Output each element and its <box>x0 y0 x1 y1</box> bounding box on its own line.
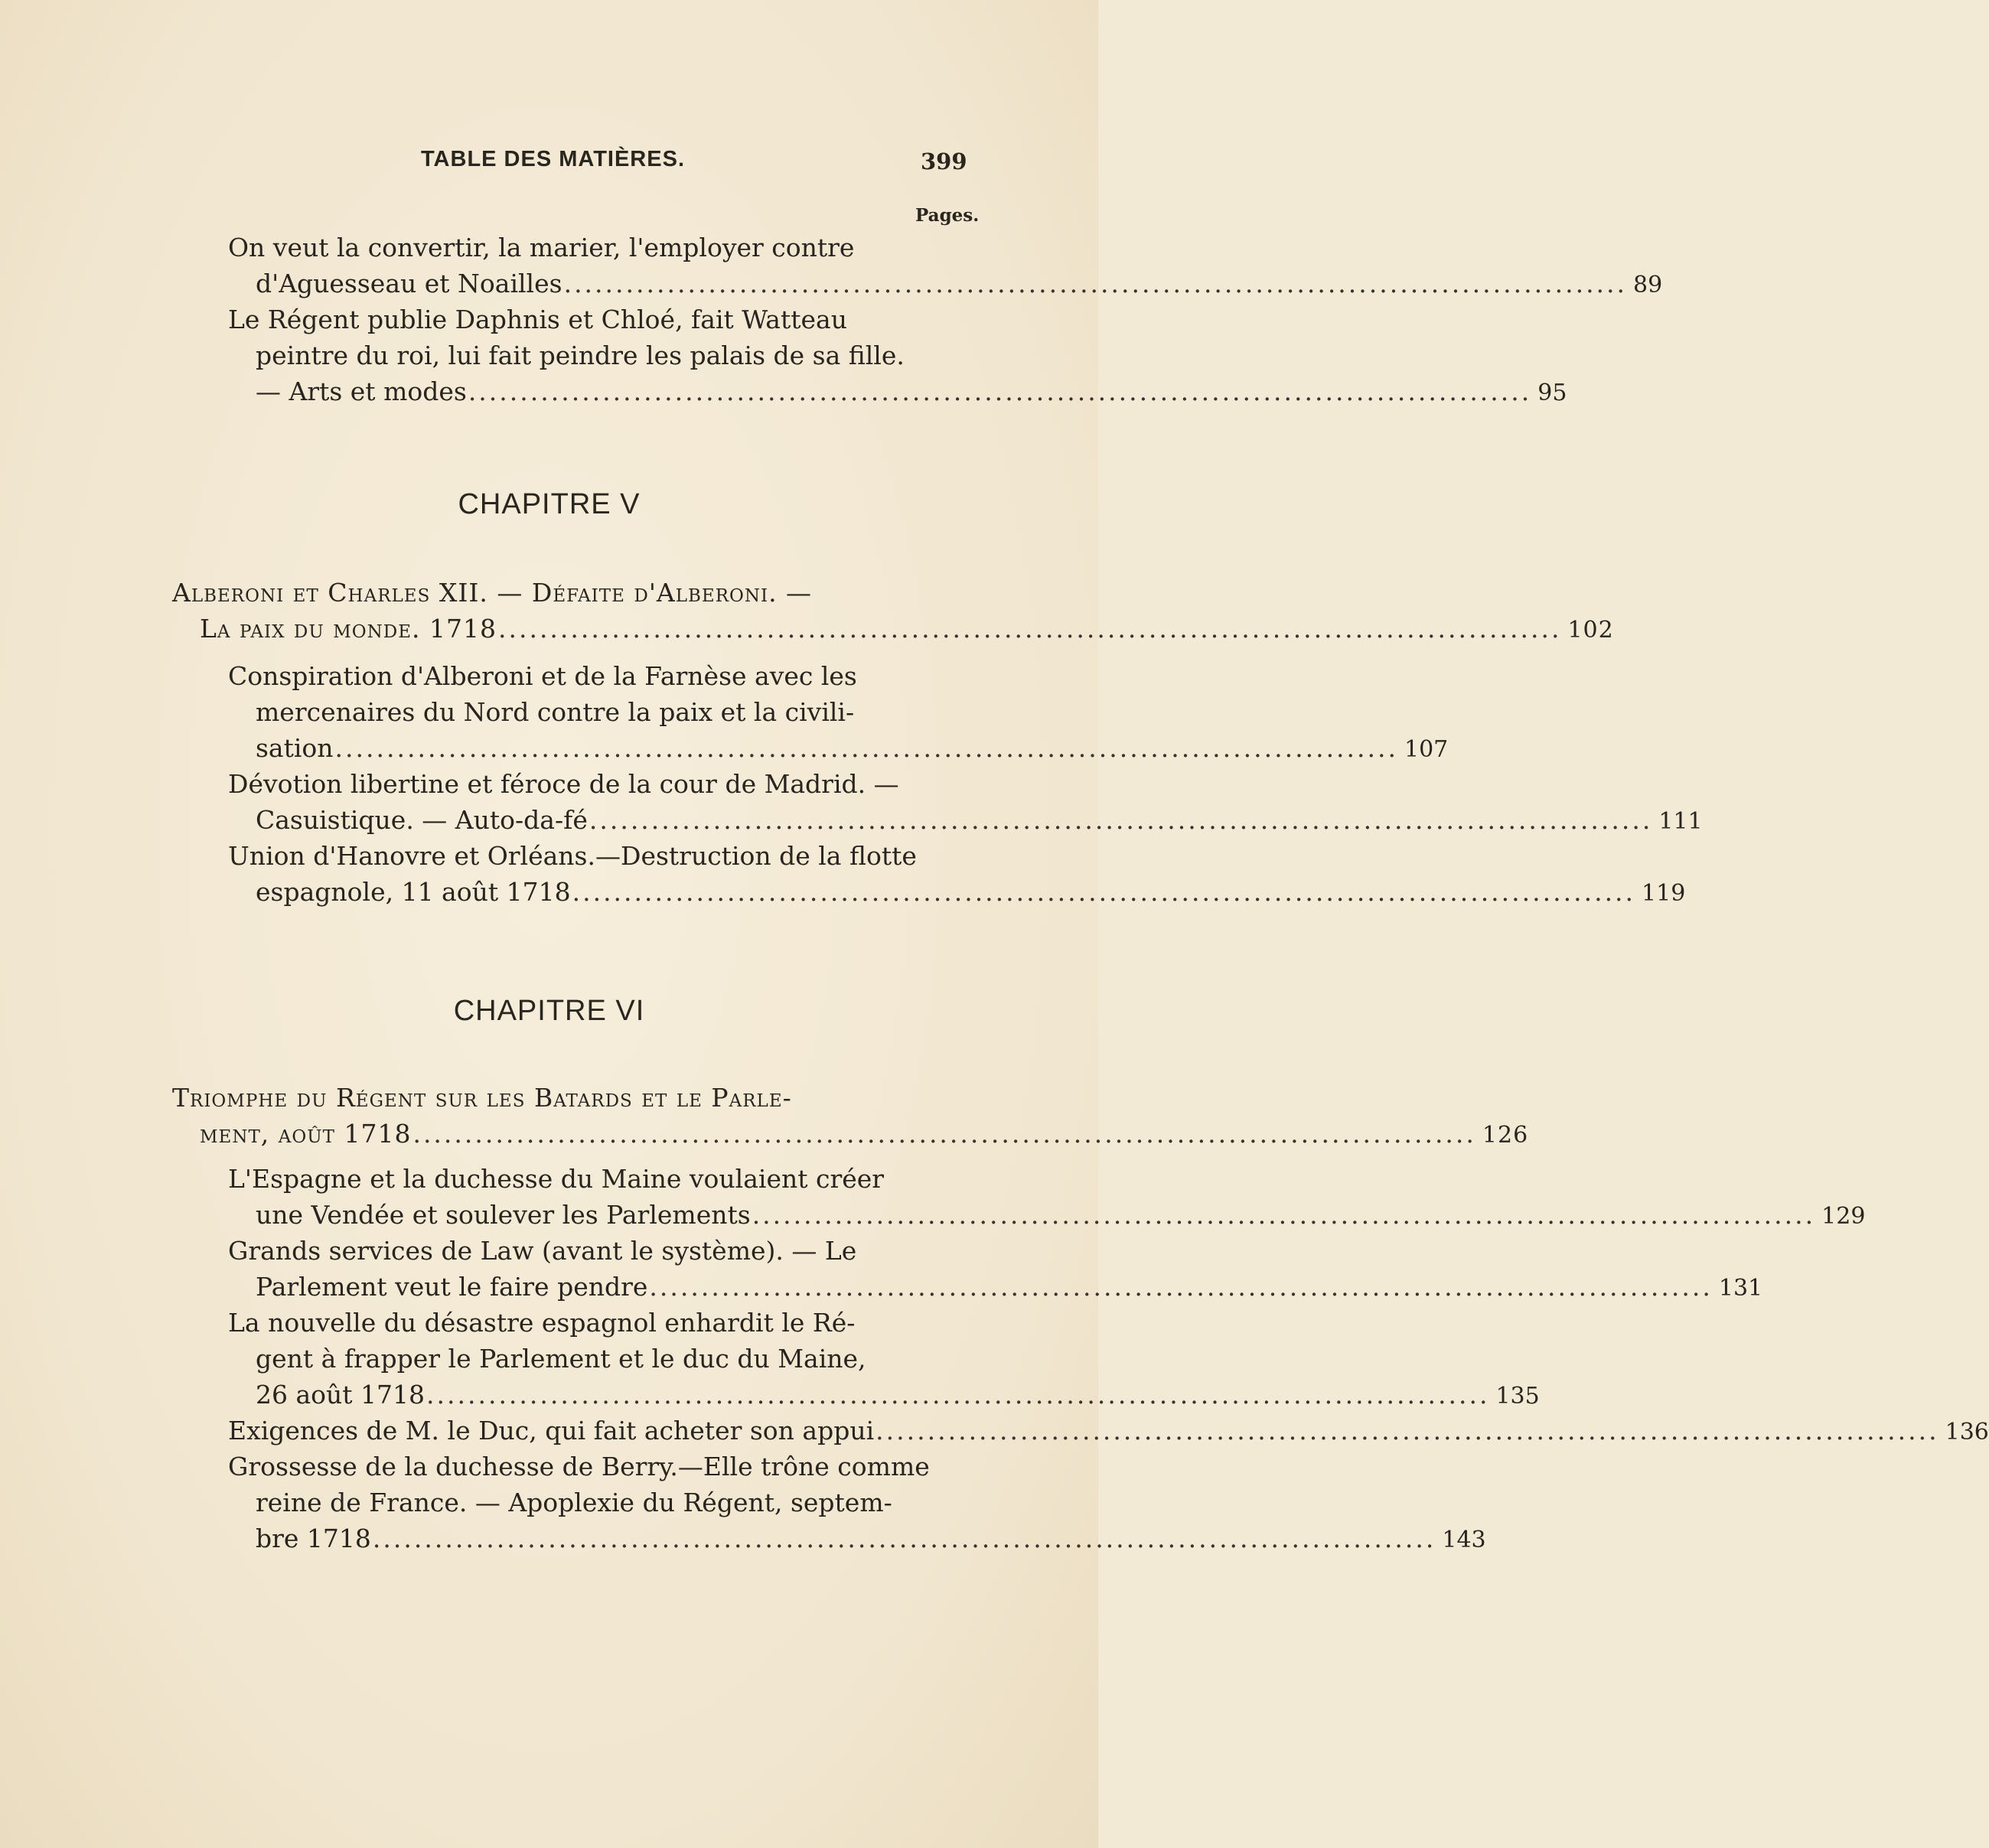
toc-entry <box>228 838 1686 910</box>
running-title: TABLE DES MATIÈRES. <box>421 147 685 171</box>
dot-leader: ....................................................................................................... <box>875 1416 1939 1445</box>
entry-last-line <box>228 1520 1486 1556</box>
entry-last-line <box>228 1197 1866 1233</box>
entry-page: 119 <box>1642 880 1686 907</box>
pages-column-label: Pages. <box>915 205 980 226</box>
chapter-title-line: Triomphe du Régent sur les Batards et le Parle- <box>172 1083 792 1113</box>
entry-text: 26 août 1718 <box>256 1380 426 1410</box>
entry-last-line <box>228 1413 1989 1449</box>
entry-line: Grossesse de la duchesse de Berry.—Elle trône comme <box>228 1452 930 1481</box>
entry-line: gent à frapper le Parlement et le duc du Maine, <box>256 1344 866 1374</box>
dot-leader: ....................................................................................................... <box>412 1119 1476 1149</box>
entry-page: 135 <box>1495 1383 1540 1410</box>
toc-entry <box>228 301 1567 409</box>
entry-text: sation <box>256 733 334 763</box>
chapter-title-page: 126 <box>1482 1122 1529 1149</box>
toc-section-chapter6 <box>228 1161 1989 1556</box>
entry-page: 143 <box>1442 1527 1486 1553</box>
entry-page: 95 <box>1537 380 1567 406</box>
toc-section-top <box>228 230 1663 409</box>
chapter-title-last-line <box>172 1119 1529 1155</box>
dot-leader: ....................................................................................................... <box>334 733 1398 763</box>
dot-leader: ....................................................................................................... <box>468 376 1532 406</box>
entry-text: d'Aguesseau et Noailles <box>256 269 562 298</box>
entry-last-line <box>228 874 1686 910</box>
entry-last-line <box>228 802 1703 838</box>
entry-text: — Arts et modes <box>256 376 467 406</box>
entry-last-line <box>228 730 1449 766</box>
entry-page: 107 <box>1404 736 1449 763</box>
toc-entry <box>228 1305 1540 1413</box>
entry-text: Casuistique. — Auto-da-fé <box>256 805 588 835</box>
toc-section-chapter5 <box>228 658 1703 910</box>
entry-line: Conspiration d'Alberoni et de la Farnèse avec les <box>228 661 857 691</box>
chapter-title-text: ment, août 1718 <box>200 1119 412 1149</box>
chapter-title-last-line <box>172 614 1614 650</box>
entry-last-line <box>228 1269 1763 1305</box>
chapter-title-block <box>172 1083 1529 1155</box>
dot-leader: ....................................................................................................... <box>497 614 1562 644</box>
running-head <box>0 147 1098 178</box>
dot-leader: ....................................................................................................... <box>752 1200 1816 1230</box>
entry-line: On veut la convertir, la marier, l'employer contre <box>228 233 855 262</box>
entry-line: L'Espagne et la duchesse du Maine voulaient créer <box>228 1164 885 1194</box>
entry-line: La nouvelle du désastre espagnol enhardit le Ré- <box>228 1308 856 1338</box>
dot-leader: ....................................................................................................... <box>372 1524 1436 1553</box>
dot-leader: ....................................................................................................... <box>649 1272 1713 1302</box>
toc-entry <box>228 1413 1989 1449</box>
entry-line: Le Régent publie Daphnis et Chloé, fait Watteau <box>228 305 847 334</box>
toc-entry <box>228 658 1449 766</box>
dot-leader: ....................................................................................................... <box>589 805 1653 835</box>
toc-entry <box>228 766 1703 838</box>
chapter-title-text: La paix du monde. 1718 <box>200 614 497 644</box>
dot-leader: ....................................................................................................... <box>426 1380 1490 1410</box>
toc-entry <box>228 230 1663 301</box>
entry-text: Exigences de M. le Duc, qui fait acheter son appui <box>228 1416 875 1445</box>
entry-page: 129 <box>1821 1203 1866 1230</box>
entry-line: Dévotion libertine et féroce de la cour de Madrid. — <box>228 769 899 799</box>
entry-last-line <box>228 266 1663 301</box>
chapter-title-block <box>172 578 1614 650</box>
entry-line: mercenaires du Nord contre la paix et la civili- <box>256 697 855 727</box>
entry-text: Parlement veut le faire pendre <box>256 1272 648 1302</box>
entry-text: espagnole, 11 août 1718 <box>256 877 571 907</box>
chapter-heading: CHAPITRE VI <box>453 995 645 1027</box>
entry-line: Union d'Hanovre et Orléans.—Destruction de la flotte <box>228 841 917 871</box>
dot-leader: ....................................................................................................... <box>572 877 1636 907</box>
chapter-heading: CHAPITRE V <box>458 488 641 520</box>
entry-last-line <box>228 1377 1540 1413</box>
chapter-title-line: Alberoni et Charles XII. — Défaite d'Alberoni. — <box>172 578 813 608</box>
entry-line: Grands services de Law (avant le système). — Le <box>228 1236 857 1266</box>
dot-leader: ....................................................................................................... <box>563 269 1628 298</box>
entry-last-line <box>228 373 1567 409</box>
entry-text: bre 1718 <box>256 1524 371 1553</box>
toc-entry <box>228 1161 1866 1233</box>
entry-text: une Vendée et soulever les Parlements <box>256 1200 751 1230</box>
chapter-title-page: 102 <box>1567 617 1614 644</box>
entry-page: 136 <box>1945 1419 1989 1445</box>
toc-entry <box>228 1449 1486 1556</box>
entry-page: 111 <box>1658 808 1703 835</box>
page-number: 399 <box>921 148 967 174</box>
entry-line: reine de France. — Apoplexie du Régent, septem- <box>256 1488 892 1517</box>
toc-entry <box>228 1233 1763 1305</box>
entry-page: 131 <box>1718 1275 1763 1302</box>
entry-line: peintre du roi, lui fait peindre les palais de sa fille. <box>256 341 905 370</box>
entry-page: 89 <box>1633 272 1663 298</box>
